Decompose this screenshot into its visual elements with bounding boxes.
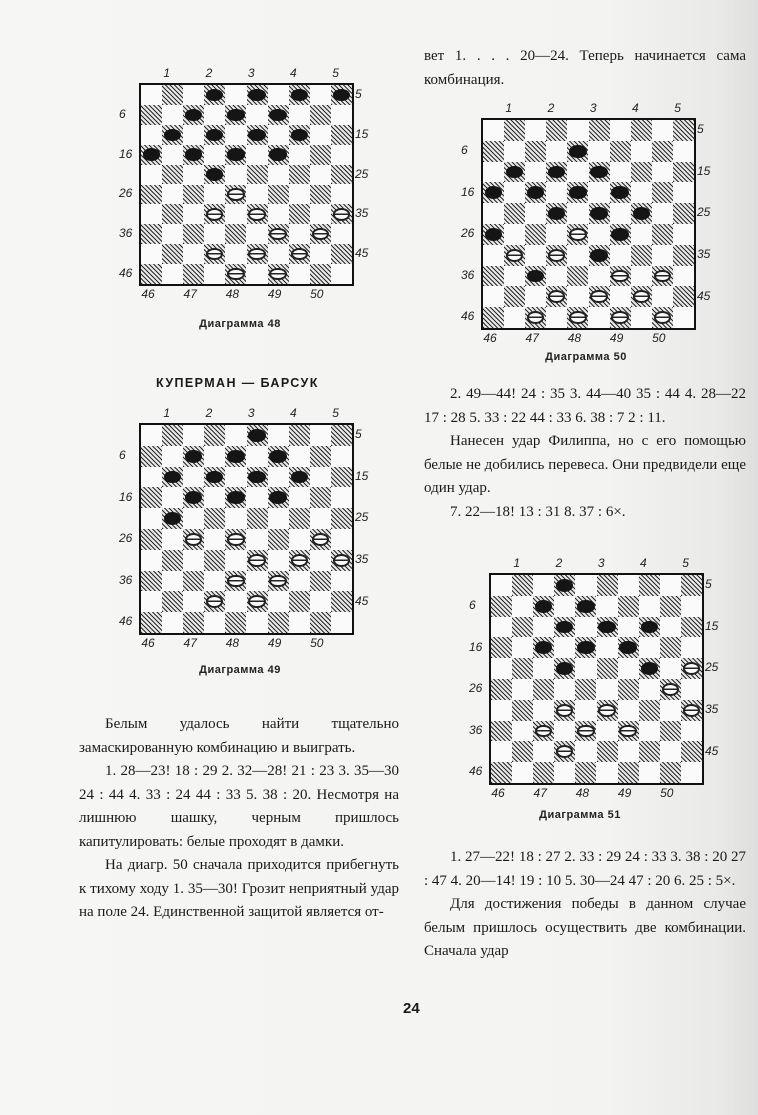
board-square xyxy=(660,721,681,742)
paragraph: На диагр. 50 сначала приходится прибегнуть к тихому ходу 1. 35—30! Грозит неприятный удар на поле 24. Единственной защитой является от- xyxy=(79,857,399,920)
board-square xyxy=(631,162,652,183)
black-checker xyxy=(269,450,286,463)
white-checker xyxy=(185,533,202,546)
board-bottom-label: 50 xyxy=(310,287,324,301)
board-right-label: 25 xyxy=(355,166,369,181)
board-square xyxy=(225,612,246,633)
board-square xyxy=(652,141,673,162)
board-square xyxy=(331,244,352,264)
board-square xyxy=(483,307,504,328)
white-checker xyxy=(248,595,265,608)
black-checker xyxy=(269,148,286,160)
board-square xyxy=(310,105,331,125)
board-top-label: 4 xyxy=(632,101,639,115)
board-right-label: 25 xyxy=(355,510,369,525)
board-right-label: 35 xyxy=(697,246,711,261)
board-49 xyxy=(139,423,354,635)
board-square xyxy=(618,679,639,700)
board-square xyxy=(247,508,268,529)
board-square xyxy=(639,575,660,596)
board-square xyxy=(491,596,512,617)
board-right-label: 15 xyxy=(355,468,369,483)
board-square xyxy=(589,120,610,141)
board-bottom-label: 49 xyxy=(617,786,632,800)
board-top-label: 5 xyxy=(682,556,689,570)
board-left-label: 6 xyxy=(119,447,126,462)
board-square xyxy=(162,591,183,612)
white-checker xyxy=(662,683,679,696)
board-square xyxy=(141,446,162,467)
board-right-label: 35 xyxy=(355,206,369,221)
black-checker xyxy=(185,450,202,463)
board-bottom-label: 47 xyxy=(533,786,547,800)
board-square xyxy=(483,141,504,162)
board-square xyxy=(597,658,618,679)
board-square xyxy=(567,266,588,287)
board-square xyxy=(546,120,567,141)
black-checker xyxy=(291,129,308,141)
white-checker xyxy=(633,290,650,303)
board-square xyxy=(610,141,631,162)
board-square xyxy=(289,508,310,529)
board-square xyxy=(183,224,204,244)
board-top-label: 1 xyxy=(163,66,171,80)
board-50 xyxy=(481,118,696,330)
board-right-label: 5 xyxy=(355,86,362,101)
board-square xyxy=(575,762,596,783)
board-left-label: 26 xyxy=(461,226,475,241)
white-checker xyxy=(611,270,628,283)
white-checker xyxy=(291,554,308,567)
right-middle-text xyxy=(424,383,746,524)
white-checker xyxy=(312,533,329,546)
board-square xyxy=(597,575,618,596)
board-square xyxy=(504,286,525,307)
paragraph: 7. 22—18! 13 : 31 8. 37 : 6×. xyxy=(450,503,626,520)
board-square xyxy=(141,529,162,550)
board-right-label: 45 xyxy=(355,246,369,261)
board-square xyxy=(310,571,331,592)
board-square xyxy=(652,182,673,203)
board-right-label: 45 xyxy=(705,743,719,758)
board-right-label: 15 xyxy=(355,126,369,141)
right-bottom-text xyxy=(424,846,746,964)
board-square xyxy=(289,425,310,446)
white-checker xyxy=(683,704,700,717)
board-square xyxy=(512,658,533,679)
board-square xyxy=(575,679,596,700)
board-square xyxy=(491,762,512,783)
board-square xyxy=(504,203,525,224)
board-left-label: 46 xyxy=(461,309,475,324)
board-left-label: 6 xyxy=(119,106,126,121)
board-square xyxy=(141,487,162,508)
white-checker xyxy=(333,554,350,567)
black-checker xyxy=(611,228,628,241)
board-square xyxy=(660,596,681,617)
board-square xyxy=(597,741,618,762)
board-bottom-label: 46 xyxy=(141,287,155,301)
board-square xyxy=(162,244,183,264)
white-checker xyxy=(654,311,671,324)
black-checker xyxy=(291,89,308,101)
black-checker xyxy=(227,148,244,160)
black-checker xyxy=(590,166,607,179)
board-bottom-label: 48 xyxy=(567,331,582,345)
board-left-label: 46 xyxy=(469,764,483,779)
board-square xyxy=(141,612,162,633)
board-square xyxy=(525,141,546,162)
white-checker xyxy=(248,208,265,220)
board-51 xyxy=(489,573,704,785)
board-square xyxy=(310,145,331,165)
white-checker xyxy=(577,725,594,738)
board-bottom-label: 47 xyxy=(183,287,197,301)
board-top-label: 3 xyxy=(247,406,255,420)
paragraph: Белым удалось найти тщательно замаскированную комбинацию и выиграть. xyxy=(79,716,399,756)
board-left-label: 46 xyxy=(119,266,133,281)
board-square xyxy=(183,264,204,284)
board-square xyxy=(673,286,694,307)
black-checker xyxy=(185,148,202,160)
board-top-label: 1 xyxy=(505,101,513,115)
black-checker xyxy=(590,207,607,220)
paragraph: вет 1. . . . 20—24. Теперь начинается сама комбинация. xyxy=(424,48,746,88)
white-checker xyxy=(248,248,265,260)
board-right-label: 25 xyxy=(705,660,719,675)
board-square xyxy=(681,741,702,762)
white-checker xyxy=(206,208,223,220)
board-square xyxy=(225,224,246,244)
board-bottom-label: 50 xyxy=(652,331,666,345)
diagram-48 xyxy=(119,60,369,330)
white-checker xyxy=(569,311,586,324)
board-right-label: 5 xyxy=(705,577,712,592)
black-checker xyxy=(577,600,594,613)
white-checker xyxy=(227,533,244,546)
board-bottom-label: 46 xyxy=(483,331,497,345)
board-bottom-label: 48 xyxy=(225,636,240,650)
board-bottom-label: 49 xyxy=(267,636,282,650)
board-square xyxy=(310,185,331,205)
board-square xyxy=(141,224,162,244)
board-square xyxy=(512,575,533,596)
board-square xyxy=(141,264,162,284)
board-square xyxy=(533,679,554,700)
white-checker xyxy=(333,208,350,220)
board-square xyxy=(512,741,533,762)
black-checker xyxy=(227,450,244,463)
white-checker xyxy=(569,228,586,241)
board-right-label: 5 xyxy=(697,122,704,137)
board-left-label: 26 xyxy=(119,531,133,546)
board-top-label: 5 xyxy=(674,101,681,115)
left-column-text xyxy=(79,713,399,925)
board-square xyxy=(310,487,331,508)
black-checker xyxy=(227,109,244,121)
board-bottom-label: 46 xyxy=(141,636,155,650)
board-square xyxy=(310,264,331,284)
board-square xyxy=(331,125,352,145)
paragraph: Нанесен удар Филиппа, но с его помощью белые не добились перевеса. Они предвидели еще один удар. xyxy=(424,433,746,496)
board-left-label: 36 xyxy=(461,267,475,282)
board-square xyxy=(268,529,289,550)
white-checker xyxy=(619,725,636,738)
paragraph: 1. 27—22! 18 : 27 2. 33 : 29 24 : 33 3. 38 : 20 27 : 47 4. 20—14! 19 : 10 5. 30—24 47 : 20 6. 25 : 5×. xyxy=(424,849,746,889)
board-left-label: 16 xyxy=(119,146,133,161)
board-top-label: 3 xyxy=(589,101,597,115)
white-checker xyxy=(227,268,244,280)
board-square xyxy=(681,575,702,596)
board-right-label: 25 xyxy=(697,205,711,220)
paragraph: Для достижения победы в данном случае белым пришлось осуществить две комбинации. Сначала удар xyxy=(424,896,746,959)
black-checker xyxy=(143,148,160,160)
board-square xyxy=(141,185,162,205)
black-checker xyxy=(619,641,636,654)
black-checker xyxy=(333,89,350,101)
board-square xyxy=(204,508,225,529)
white-checker xyxy=(248,554,265,567)
board-square xyxy=(483,266,504,287)
board-48 xyxy=(139,83,354,286)
board-square xyxy=(204,550,225,571)
board-square xyxy=(331,425,352,446)
board-bottom-label: 49 xyxy=(609,331,624,345)
diagram-51 xyxy=(469,553,729,813)
board-right-label: 35 xyxy=(705,701,719,716)
game-heading: КУПЕРМАН — БАРСУК xyxy=(156,376,319,390)
white-checker xyxy=(269,575,286,588)
paragraph: 2. 49—44! 24 : 35 3. 44—40 35 : 44 4. 28—22 17 : 28 5. 33 : 22 44 : 33 6. 38 : 7 2 : 11. xyxy=(424,386,746,426)
board-top-label: 3 xyxy=(247,66,255,80)
board-left-label: 16 xyxy=(461,184,475,199)
board-left-label: 26 xyxy=(119,186,133,201)
board-square xyxy=(183,612,204,633)
board-square xyxy=(268,612,289,633)
white-checker xyxy=(506,249,523,262)
page-number: 24 xyxy=(403,1000,420,1017)
board-square xyxy=(289,204,310,224)
board-square xyxy=(504,120,525,141)
board-square xyxy=(162,425,183,446)
board-square xyxy=(162,85,183,105)
right-top-text xyxy=(424,45,746,92)
black-checker xyxy=(248,89,265,101)
board-square xyxy=(162,165,183,185)
board-square xyxy=(681,617,702,638)
board-square xyxy=(183,571,204,592)
board-left-label: 26 xyxy=(469,681,483,696)
board-square xyxy=(162,550,183,571)
board-square xyxy=(652,224,673,245)
board-square xyxy=(631,245,652,266)
board-left-label: 36 xyxy=(119,226,133,241)
board-square xyxy=(331,508,352,529)
board-square xyxy=(268,185,289,205)
board-top-label: 2 xyxy=(547,101,555,115)
board-square xyxy=(618,762,639,783)
white-checker xyxy=(556,704,573,717)
white-checker xyxy=(227,188,244,200)
board-top-label: 2 xyxy=(555,556,563,570)
board-square xyxy=(639,700,660,721)
board-square xyxy=(512,617,533,638)
board-right-label: 45 xyxy=(697,288,711,303)
board-square xyxy=(183,185,204,205)
board-square xyxy=(525,224,546,245)
diagram-48-caption: Диаграмма 48 xyxy=(199,318,281,330)
board-left-label: 6 xyxy=(461,142,468,157)
diagram-51-caption: Диаграмма 51 xyxy=(539,809,621,821)
board-bottom-label: 48 xyxy=(225,287,240,301)
board-left-label: 16 xyxy=(119,489,133,504)
board-square xyxy=(533,762,554,783)
white-checker xyxy=(548,249,565,262)
white-checker xyxy=(227,575,244,588)
board-bottom-label: 47 xyxy=(525,331,539,345)
board-square xyxy=(631,120,652,141)
white-checker xyxy=(598,704,615,717)
board-square xyxy=(162,204,183,224)
board-square xyxy=(512,700,533,721)
board-right-label: 15 xyxy=(697,163,711,178)
black-checker xyxy=(569,186,586,199)
black-checker xyxy=(269,109,286,121)
board-square xyxy=(141,571,162,592)
board-square xyxy=(660,762,681,783)
board-square xyxy=(141,105,162,125)
board-top-label: 3 xyxy=(597,556,605,570)
board-square xyxy=(491,637,512,658)
board-right-label: 45 xyxy=(355,593,369,608)
black-checker xyxy=(227,491,244,504)
black-checker xyxy=(633,207,650,220)
board-bottom-label: 48 xyxy=(575,786,590,800)
board-left-label: 6 xyxy=(469,597,476,612)
board-square xyxy=(491,721,512,742)
board-square xyxy=(673,203,694,224)
board-square xyxy=(491,679,512,700)
black-checker xyxy=(248,129,265,141)
board-square xyxy=(247,165,268,185)
board-square xyxy=(673,162,694,183)
board-top-label: 1 xyxy=(163,406,171,420)
board-square xyxy=(660,637,681,658)
black-checker xyxy=(590,249,607,262)
board-top-label: 4 xyxy=(640,556,647,570)
white-checker xyxy=(269,268,286,280)
board-top-label: 1 xyxy=(513,556,521,570)
black-checker xyxy=(611,186,628,199)
diagram-50-caption: Диаграмма 50 xyxy=(545,351,627,363)
black-checker xyxy=(598,621,615,634)
black-checker xyxy=(569,145,586,158)
board-square xyxy=(289,165,310,185)
board-top-label: 2 xyxy=(205,66,213,80)
board-square xyxy=(289,591,310,612)
white-checker xyxy=(683,662,700,675)
black-checker xyxy=(269,491,286,504)
board-top-label: 5 xyxy=(332,66,339,80)
black-checker xyxy=(535,600,552,613)
board-left-label: 36 xyxy=(119,572,133,587)
white-checker xyxy=(590,290,607,303)
board-square xyxy=(331,165,352,185)
board-square xyxy=(310,612,331,633)
board-top-label: 5 xyxy=(332,406,339,420)
paragraph: 1. 28—23! 18 : 29 2. 32—28! 21 : 23 3. 35—30 24 : 44 4. 33 : 24 44 : 33 5. 38 : 20. Несмотря на лишнюю шашку, черным пришлось капитулировать: белые проходят в дамки. xyxy=(79,763,399,850)
board-bottom-label: 47 xyxy=(183,636,197,650)
board-top-label: 2 xyxy=(205,406,213,420)
black-checker xyxy=(164,129,181,141)
board-left-label: 16 xyxy=(469,639,483,654)
black-checker xyxy=(248,471,265,484)
board-bottom-label: 49 xyxy=(267,287,282,301)
board-top-label: 4 xyxy=(290,406,297,420)
board-square xyxy=(618,596,639,617)
black-checker xyxy=(577,641,594,654)
diagram-50 xyxy=(461,98,721,358)
board-right-label: 35 xyxy=(355,551,369,566)
board-bottom-label: 50 xyxy=(310,636,324,650)
board-square xyxy=(639,741,660,762)
board-left-label: 36 xyxy=(469,722,483,737)
board-square xyxy=(331,467,352,488)
board-bottom-label: 46 xyxy=(491,786,505,800)
board-square xyxy=(673,120,694,141)
black-checker xyxy=(206,168,223,180)
diagram-49 xyxy=(119,403,369,673)
board-right-label: 5 xyxy=(355,427,362,442)
board-right-label: 15 xyxy=(705,618,719,633)
board-bottom-label: 50 xyxy=(660,786,674,800)
board-top-label: 4 xyxy=(290,66,297,80)
board-square xyxy=(310,446,331,467)
black-checker xyxy=(485,228,502,241)
board-square xyxy=(331,591,352,612)
board-square xyxy=(673,245,694,266)
board-left-label: 46 xyxy=(119,614,133,629)
white-checker xyxy=(611,311,628,324)
board-square xyxy=(204,425,225,446)
diagram-49-caption: Диаграмма 49 xyxy=(199,664,281,676)
black-checker xyxy=(641,662,658,675)
black-checker xyxy=(248,429,265,442)
